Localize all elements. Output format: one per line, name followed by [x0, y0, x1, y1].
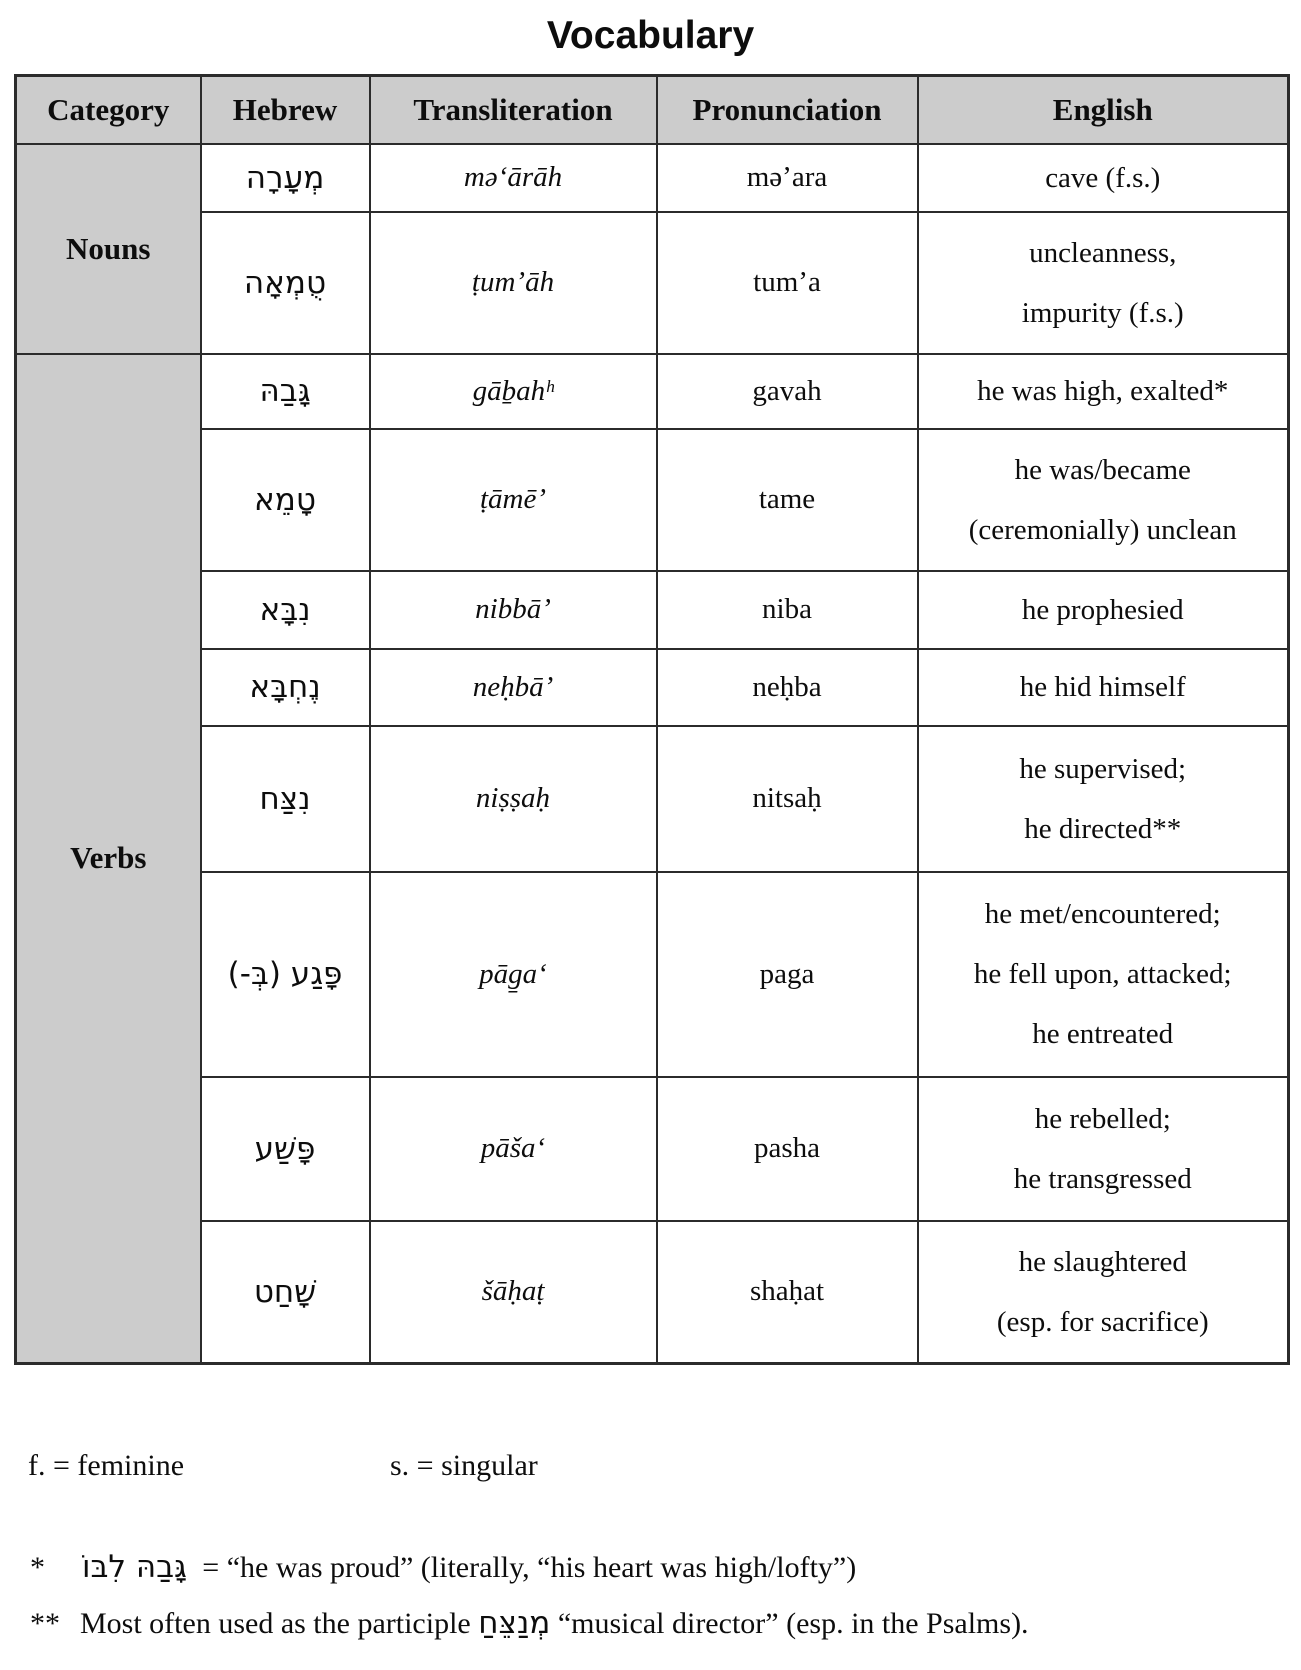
hebrew-cell: פָּגַע (בְּ-): [201, 872, 370, 1077]
english-cell: [918, 212, 1289, 354]
footnote-double-star-hebrew: מְנַצֵּחַ: [478, 1605, 551, 1641]
transliteration-cell: niṣṣaḥ: [370, 726, 657, 872]
english-line: he transgressed: [1013, 1162, 1192, 1195]
english-line: he directed**: [1024, 812, 1182, 845]
hebrew-cell: נֶחְבָּא: [201, 649, 370, 726]
pronunciation-cell: paga: [657, 872, 918, 1077]
vocab-row: [16, 649, 1289, 726]
english-cell: [918, 1221, 1289, 1364]
footnote-double-star-text-after: “musical director” (esp. in the Psalms).: [557, 1607, 1029, 1640]
english-line: he was high, exalted*: [977, 375, 1229, 407]
footnote-star: [30, 1549, 1301, 1585]
english-cell: [918, 144, 1289, 212]
english-line: impurity (f.s.): [1021, 296, 1184, 329]
legend-feminine: f. = feminine: [28, 1449, 185, 1482]
english-line: he prophesied: [1021, 593, 1184, 626]
transliteration-cell: pāša‘: [370, 1077, 657, 1221]
pronunciation-cell: nitsaḥ: [657, 726, 918, 872]
vocab-row: [16, 872, 1289, 1077]
pronunciation-cell: niba: [657, 571, 918, 649]
pronunciation-cell: pasha: [657, 1077, 918, 1221]
english-line: he hid himself: [1019, 671, 1186, 703]
header-pronunciation: Pronunciation: [657, 76, 918, 144]
vocab-row: [16, 212, 1289, 354]
english-line: he fell upon, attacked;: [973, 958, 1232, 990]
hebrew-cell: מְעָרָה: [201, 144, 370, 212]
table-header-row: [16, 76, 1289, 144]
hebrew-cell: פָּשַׁע: [201, 1077, 370, 1221]
hebrew-cell: נִצַּח: [201, 726, 370, 872]
header-category: Category: [16, 76, 201, 144]
hebrew-cell: שָׁחַט: [201, 1221, 370, 1364]
pronunciation-cell: neḥba: [657, 649, 918, 726]
english-line: he supervised;: [1019, 752, 1187, 785]
transliteration-cell: nibbā’: [370, 571, 657, 649]
transliteration-cell: gāḇahʰ: [370, 354, 657, 429]
category-cell-verbs: Verbs: [16, 354, 201, 1364]
header-english: English: [918, 76, 1289, 144]
hebrew-cell: נִבָּא: [201, 571, 370, 649]
vocab-row: [16, 571, 1289, 649]
footnote-double-star-marker: **: [30, 1607, 60, 1640]
footnote-double-star-text-before: Most often used as the participle: [80, 1607, 471, 1640]
vocab-row: [16, 354, 1289, 429]
transliteration-cell: neḥbā’: [370, 649, 657, 726]
transliteration-cell: šāḥaṭ: [370, 1221, 657, 1364]
hebrew-cell: טָמֵא: [201, 429, 370, 571]
english-line: he slaughtered: [1018, 1245, 1187, 1278]
vocabulary-table: [14, 74, 1290, 1365]
english-line: (esp. for sacrifice): [996, 1305, 1209, 1338]
footnote-star-marker: *: [30, 1551, 45, 1584]
english-cell: [918, 354, 1289, 429]
english-line: he was/became: [1014, 453, 1191, 486]
pronunciation-cell: tum’a: [657, 212, 918, 354]
category-cell-nouns: Nouns: [16, 144, 201, 354]
vocab-row: [16, 1221, 1289, 1364]
transliteration-cell: ṭum’āh: [370, 212, 657, 354]
abbreviation-legend: [28, 1449, 1301, 1483]
transliteration-cell: pāg̱a‘: [370, 872, 657, 1077]
page-title: Vocabulary: [546, 14, 755, 57]
hebrew-cell: טֻמְאָה: [201, 212, 370, 354]
header-transliteration: Transliteration: [370, 76, 657, 144]
footnote-star-text: = “he was proud” (literally, “his heart was high/lofty”): [202, 1551, 857, 1584]
pronunciation-cell: mə’ara: [657, 144, 918, 212]
pronunciation-cell: tame: [657, 429, 918, 571]
english-line: he entreated: [1032, 1018, 1174, 1050]
english-line: he rebelled;: [1034, 1102, 1171, 1135]
english-cell: [918, 1077, 1289, 1221]
legend-singular: s. = singular: [390, 1449, 538, 1482]
transliteration-cell: mə‘ārāh: [370, 144, 657, 212]
english-line: (ceremonially) unclean: [968, 513, 1237, 546]
english-line: cave (f.s.): [1045, 161, 1161, 194]
english-cell: [918, 872, 1289, 1077]
pronunciation-cell: shaḥat: [657, 1221, 918, 1364]
english-cell: [918, 649, 1289, 726]
pronunciation-cell: gavah: [657, 354, 918, 429]
english-cell: [918, 726, 1289, 872]
header-hebrew: Hebrew: [201, 76, 370, 144]
english-cell: [918, 429, 1289, 571]
vocab-row: [16, 726, 1289, 872]
footnote-star-hebrew: גָּבַהּ לִבּוֹ: [82, 1549, 187, 1585]
vocab-row: [16, 144, 1289, 212]
english-cell: [918, 571, 1289, 649]
hebrew-cell: גָּבַהּ: [201, 354, 370, 429]
transliteration-cell: ṭāmē’: [370, 429, 657, 571]
english-line: uncleanness,: [1029, 236, 1177, 269]
english-line: he met/encountered;: [984, 898, 1221, 930]
footnote-double-star: [30, 1605, 1301, 1641]
vocab-row: [16, 429, 1289, 571]
vocab-row: [16, 1077, 1289, 1221]
